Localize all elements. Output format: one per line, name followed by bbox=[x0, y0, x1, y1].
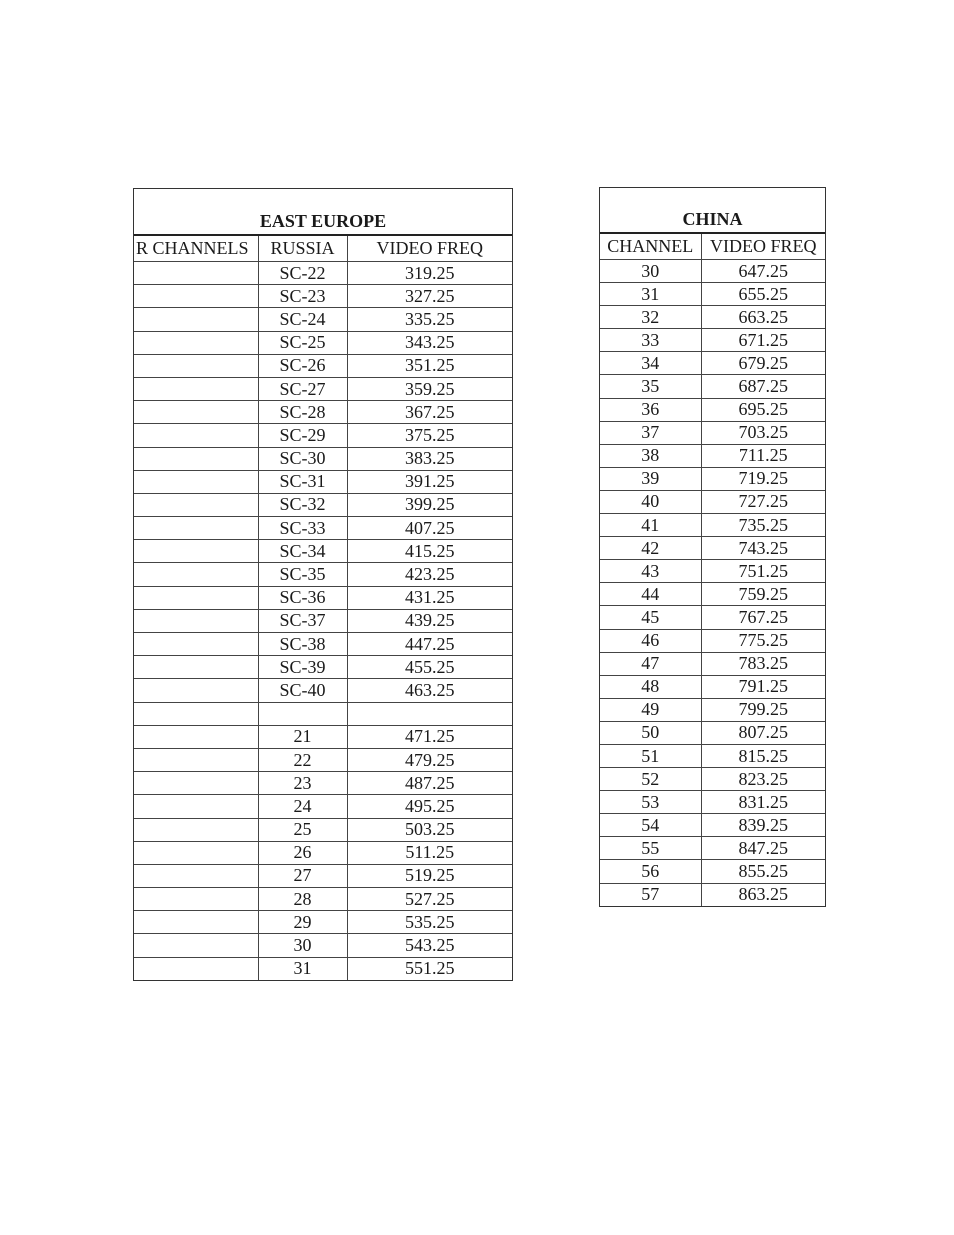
channel-cell: 44 bbox=[600, 583, 701, 606]
channel-cell: 47 bbox=[600, 652, 701, 675]
video-freq-cell: 647.25 bbox=[701, 260, 825, 283]
russia-channel-cell: SC-24 bbox=[258, 308, 347, 331]
video-freq-cell: 703.25 bbox=[701, 421, 825, 444]
video-freq-cell: 495.25 bbox=[347, 795, 512, 818]
table-row bbox=[134, 748, 512, 771]
video-freq-cell: 671.25 bbox=[701, 329, 825, 352]
header-russia: RUSSIA bbox=[258, 236, 347, 262]
r-channel-cell bbox=[134, 262, 258, 285]
channel-cell: 31 bbox=[600, 283, 701, 306]
video-freq-cell: 319.25 bbox=[347, 262, 512, 285]
video-freq-cell: 407.25 bbox=[347, 517, 512, 540]
header-r-channels: R CHANNELS bbox=[134, 236, 258, 262]
east-europe-title: EAST EUROPE bbox=[134, 189, 512, 236]
russia-channel-cell: 28 bbox=[258, 888, 347, 911]
table-row bbox=[134, 772, 512, 795]
video-freq-cell bbox=[347, 702, 512, 725]
table-row bbox=[134, 285, 512, 308]
r-channel-cell bbox=[134, 795, 258, 818]
table-row bbox=[134, 679, 512, 702]
table-row bbox=[134, 841, 512, 864]
r-channel-cell bbox=[134, 517, 258, 540]
russia-channel-cell: SC-37 bbox=[258, 609, 347, 632]
r-channel-cell bbox=[134, 656, 258, 679]
header-video-freq: VIDEO FREQ bbox=[347, 236, 512, 262]
r-channel-cell bbox=[134, 470, 258, 493]
table-row bbox=[134, 725, 512, 748]
table-row bbox=[600, 675, 825, 698]
russia-channel-cell: SC-22 bbox=[258, 262, 347, 285]
table-row bbox=[600, 398, 825, 421]
east-europe-header-row bbox=[134, 236, 512, 262]
russia-channel-cell: 29 bbox=[258, 911, 347, 934]
video-freq-cell: 535.25 bbox=[347, 911, 512, 934]
russia-channel-cell: SC-34 bbox=[258, 540, 347, 563]
video-freq-cell: 503.25 bbox=[347, 818, 512, 841]
table-row bbox=[600, 560, 825, 583]
russia-channel-cell: 21 bbox=[258, 725, 347, 748]
channel-cell: 35 bbox=[600, 375, 701, 398]
video-freq-cell: 855.25 bbox=[701, 860, 825, 883]
china-title: CHINA bbox=[600, 188, 825, 234]
channel-cell: 34 bbox=[600, 352, 701, 375]
east-europe-table bbox=[133, 188, 513, 981]
table-row bbox=[134, 308, 512, 331]
table-row bbox=[134, 888, 512, 911]
table-row bbox=[134, 911, 512, 934]
video-freq-cell: 695.25 bbox=[701, 398, 825, 421]
table-row bbox=[600, 283, 825, 306]
table-row bbox=[600, 606, 825, 629]
table-row bbox=[134, 493, 512, 516]
china-body bbox=[600, 260, 825, 906]
china-table bbox=[599, 187, 826, 907]
table-row bbox=[600, 860, 825, 883]
video-freq-cell: 519.25 bbox=[347, 864, 512, 887]
table-row bbox=[600, 883, 825, 906]
video-freq-cell: 863.25 bbox=[701, 883, 825, 906]
table-row bbox=[134, 401, 512, 424]
china-header-row bbox=[600, 234, 825, 260]
russia-channel-cell: SC-40 bbox=[258, 679, 347, 702]
r-channel-cell bbox=[134, 331, 258, 354]
russia-channel-cell: SC-30 bbox=[258, 447, 347, 470]
video-freq-cell: 399.25 bbox=[347, 493, 512, 516]
video-freq-cell: 655.25 bbox=[701, 283, 825, 306]
russia-channel-cell: 23 bbox=[258, 772, 347, 795]
header-video-freq: VIDEO FREQ bbox=[701, 234, 825, 260]
table-row bbox=[600, 583, 825, 606]
r-channel-cell bbox=[134, 633, 258, 656]
channel-cell: 32 bbox=[600, 306, 701, 329]
table-row bbox=[600, 375, 825, 398]
video-freq-cell: 375.25 bbox=[347, 424, 512, 447]
russia-channel-cell: 25 bbox=[258, 818, 347, 841]
china-grid bbox=[600, 234, 825, 906]
video-freq-cell: 799.25 bbox=[701, 698, 825, 721]
table-row bbox=[134, 447, 512, 470]
video-freq-cell: 487.25 bbox=[347, 772, 512, 795]
video-freq-cell: 527.25 bbox=[347, 888, 512, 911]
channel-cell: 49 bbox=[600, 698, 701, 721]
r-channel-cell bbox=[134, 424, 258, 447]
video-freq-cell: 807.25 bbox=[701, 721, 825, 744]
channel-cell: 39 bbox=[600, 467, 701, 490]
east-europe-grid bbox=[134, 236, 512, 980]
table-row bbox=[600, 514, 825, 537]
r-channel-cell bbox=[134, 586, 258, 609]
video-freq-cell: 383.25 bbox=[347, 447, 512, 470]
channel-cell: 48 bbox=[600, 675, 701, 698]
r-channel-cell bbox=[134, 563, 258, 586]
table-row bbox=[134, 656, 512, 679]
russia-channel-cell: SC-31 bbox=[258, 470, 347, 493]
channel-cell: 54 bbox=[600, 814, 701, 837]
russia-channel-cell: SC-23 bbox=[258, 285, 347, 308]
table-row bbox=[600, 260, 825, 283]
table-row bbox=[134, 540, 512, 563]
r-channel-cell bbox=[134, 447, 258, 470]
table-row bbox=[600, 467, 825, 490]
video-freq-cell: 415.25 bbox=[347, 540, 512, 563]
r-channel-cell bbox=[134, 725, 258, 748]
channel-cell: 33 bbox=[600, 329, 701, 352]
channel-cell: 51 bbox=[600, 744, 701, 767]
video-freq-cell: 839.25 bbox=[701, 814, 825, 837]
video-freq-cell: 767.25 bbox=[701, 606, 825, 629]
video-freq-cell: 719.25 bbox=[701, 467, 825, 490]
video-freq-cell: 343.25 bbox=[347, 331, 512, 354]
r-channel-cell bbox=[134, 934, 258, 957]
video-freq-cell: 479.25 bbox=[347, 748, 512, 771]
video-freq-cell: 471.25 bbox=[347, 725, 512, 748]
russia-channel-cell: 27 bbox=[258, 864, 347, 887]
table-row bbox=[600, 444, 825, 467]
table-row bbox=[600, 791, 825, 814]
table-row bbox=[134, 517, 512, 540]
russia-channel-cell: 24 bbox=[258, 795, 347, 818]
channel-cell: 38 bbox=[600, 444, 701, 467]
r-channel-cell bbox=[134, 888, 258, 911]
video-freq-cell: 831.25 bbox=[701, 791, 825, 814]
table-row bbox=[134, 262, 512, 285]
russia-channel-cell: 22 bbox=[258, 748, 347, 771]
video-freq-cell: 359.25 bbox=[347, 377, 512, 400]
russia-channel-cell: SC-26 bbox=[258, 354, 347, 377]
table-row bbox=[134, 586, 512, 609]
video-freq-cell: 455.25 bbox=[347, 656, 512, 679]
table-row bbox=[134, 609, 512, 632]
channel-cell: 52 bbox=[600, 768, 701, 791]
r-channel-cell bbox=[134, 748, 258, 771]
channel-cell: 41 bbox=[600, 514, 701, 537]
table-row bbox=[134, 331, 512, 354]
table-row bbox=[134, 563, 512, 586]
russia-channel-cell: SC-32 bbox=[258, 493, 347, 516]
r-channel-cell bbox=[134, 493, 258, 516]
video-freq-cell: 335.25 bbox=[347, 308, 512, 331]
video-freq-cell: 543.25 bbox=[347, 934, 512, 957]
russia-channel-cell: SC-28 bbox=[258, 401, 347, 424]
channel-cell: 53 bbox=[600, 791, 701, 814]
video-freq-cell: 447.25 bbox=[347, 633, 512, 656]
russia-channel-cell: SC-35 bbox=[258, 563, 347, 586]
video-freq-cell: 751.25 bbox=[701, 560, 825, 583]
video-freq-cell: 823.25 bbox=[701, 768, 825, 791]
table-row bbox=[600, 352, 825, 375]
video-freq-cell: 367.25 bbox=[347, 401, 512, 424]
r-channel-cell bbox=[134, 772, 258, 795]
video-freq-cell: 327.25 bbox=[347, 285, 512, 308]
r-channel-cell bbox=[134, 401, 258, 424]
table-row bbox=[134, 424, 512, 447]
video-freq-cell: 775.25 bbox=[701, 629, 825, 652]
russia-channel-cell: SC-25 bbox=[258, 331, 347, 354]
table-row bbox=[600, 721, 825, 744]
table-row bbox=[600, 306, 825, 329]
r-channel-cell bbox=[134, 702, 258, 725]
r-channel-cell bbox=[134, 285, 258, 308]
channel-cell: 50 bbox=[600, 721, 701, 744]
channel-cell: 43 bbox=[600, 560, 701, 583]
table-row bbox=[134, 633, 512, 656]
channel-cell: 46 bbox=[600, 629, 701, 652]
video-freq-cell: 463.25 bbox=[347, 679, 512, 702]
table-row bbox=[134, 377, 512, 400]
channel-cell: 40 bbox=[600, 490, 701, 513]
r-channel-cell bbox=[134, 609, 258, 632]
russia-channel-cell: SC-33 bbox=[258, 517, 347, 540]
r-channel-cell bbox=[134, 911, 258, 934]
channel-cell: 55 bbox=[600, 837, 701, 860]
r-channel-cell bbox=[134, 818, 258, 841]
r-channel-cell bbox=[134, 308, 258, 331]
table-row bbox=[600, 837, 825, 860]
russia-channel-cell: SC-27 bbox=[258, 377, 347, 400]
russia-channel-cell: SC-36 bbox=[258, 586, 347, 609]
channel-cell: 56 bbox=[600, 860, 701, 883]
video-freq-cell: 759.25 bbox=[701, 583, 825, 606]
video-freq-cell: 743.25 bbox=[701, 537, 825, 560]
table-row bbox=[600, 744, 825, 767]
table-row bbox=[600, 652, 825, 675]
header-channel: CHANNEL bbox=[600, 234, 701, 260]
video-freq-cell: 783.25 bbox=[701, 652, 825, 675]
table-row bbox=[134, 470, 512, 493]
video-freq-cell: 423.25 bbox=[347, 563, 512, 586]
video-freq-cell: 815.25 bbox=[701, 744, 825, 767]
russia-channel-cell: 31 bbox=[258, 957, 347, 980]
video-freq-cell: 735.25 bbox=[701, 514, 825, 537]
r-channel-cell bbox=[134, 540, 258, 563]
east-europe-body bbox=[134, 262, 512, 980]
table-row bbox=[134, 818, 512, 841]
video-freq-cell: 511.25 bbox=[347, 841, 512, 864]
table-row bbox=[600, 421, 825, 444]
channel-cell: 45 bbox=[600, 606, 701, 629]
channel-cell: 30 bbox=[600, 260, 701, 283]
video-freq-cell: 391.25 bbox=[347, 470, 512, 493]
table-row bbox=[600, 537, 825, 560]
video-freq-cell: 351.25 bbox=[347, 354, 512, 377]
table-row bbox=[134, 864, 512, 887]
table-row bbox=[600, 768, 825, 791]
table-row bbox=[600, 698, 825, 721]
table-row bbox=[134, 934, 512, 957]
r-channel-cell bbox=[134, 679, 258, 702]
video-freq-cell: 679.25 bbox=[701, 352, 825, 375]
channel-cell: 57 bbox=[600, 883, 701, 906]
video-freq-cell: 663.25 bbox=[701, 306, 825, 329]
table-row bbox=[134, 354, 512, 377]
channel-cell: 37 bbox=[600, 421, 701, 444]
russia-channel-cell: SC-39 bbox=[258, 656, 347, 679]
video-freq-cell: 711.25 bbox=[701, 444, 825, 467]
video-freq-cell: 791.25 bbox=[701, 675, 825, 698]
video-freq-cell: 847.25 bbox=[701, 837, 825, 860]
table-row bbox=[134, 795, 512, 818]
video-freq-cell: 551.25 bbox=[347, 957, 512, 980]
video-freq-cell: 727.25 bbox=[701, 490, 825, 513]
r-channel-cell bbox=[134, 841, 258, 864]
video-freq-cell: 687.25 bbox=[701, 375, 825, 398]
video-freq-cell: 439.25 bbox=[347, 609, 512, 632]
r-channel-cell bbox=[134, 957, 258, 980]
r-channel-cell bbox=[134, 354, 258, 377]
russia-channel-cell: 30 bbox=[258, 934, 347, 957]
video-freq-cell: 431.25 bbox=[347, 586, 512, 609]
channel-cell: 36 bbox=[600, 398, 701, 421]
table-row bbox=[600, 629, 825, 652]
channel-cell: 42 bbox=[600, 537, 701, 560]
russia-channel-cell: SC-29 bbox=[258, 424, 347, 447]
r-channel-cell bbox=[134, 864, 258, 887]
table-row bbox=[600, 490, 825, 513]
table-row bbox=[134, 957, 512, 980]
table-row bbox=[600, 329, 825, 352]
russia-channel-cell: 26 bbox=[258, 841, 347, 864]
russia-channel-cell bbox=[258, 702, 347, 725]
r-channel-cell bbox=[134, 377, 258, 400]
table-row bbox=[134, 702, 512, 725]
russia-channel-cell: SC-38 bbox=[258, 633, 347, 656]
table-row bbox=[600, 814, 825, 837]
